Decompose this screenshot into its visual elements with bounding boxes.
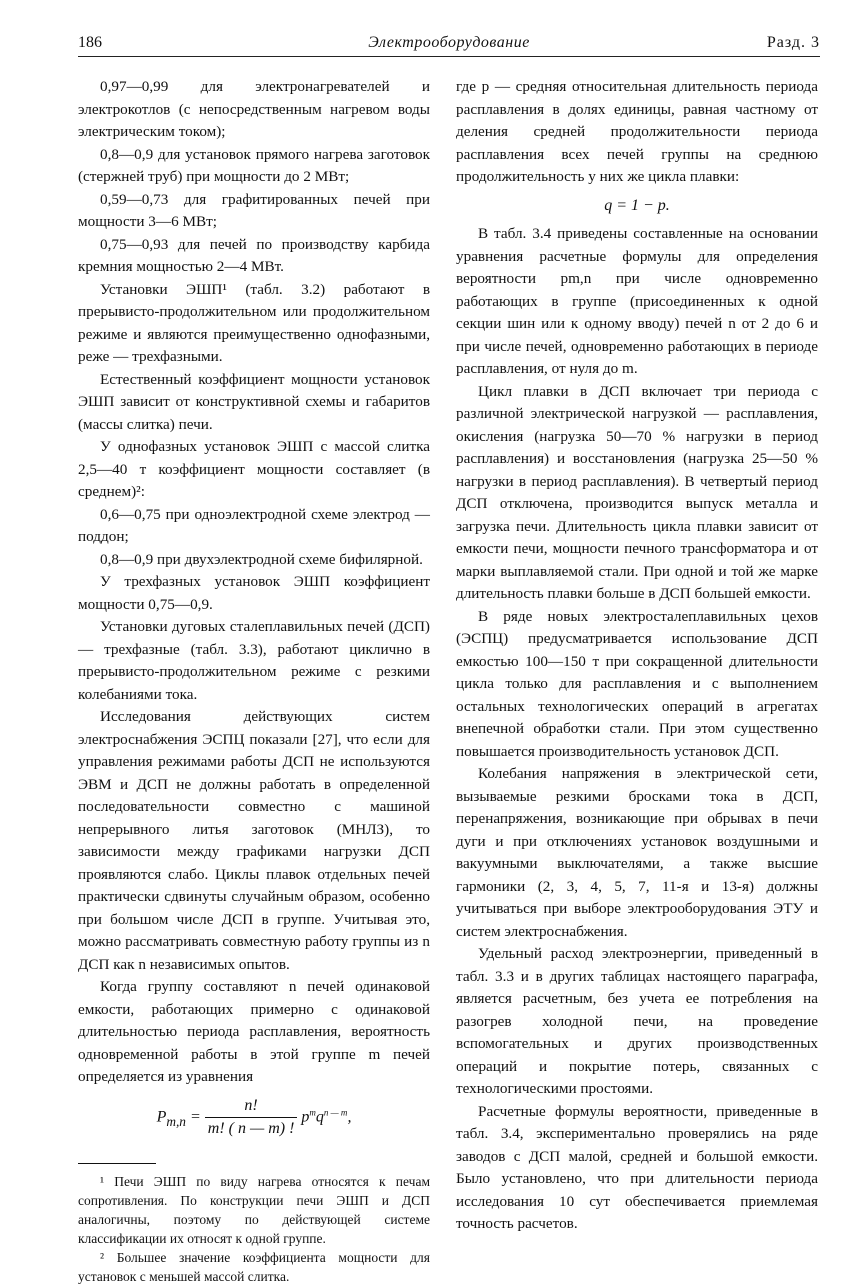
formula-exp-nm: n — m [323,1106,348,1117]
formula-p: p [301,1108,310,1126]
formula-lhs: P [156,1108,167,1126]
paragraph: Установки дуговых сталеплавильных печей (ДСП) — трехфазные (табл. 3.3), работают циклично в прерывисто-продолжительном режиме с резкими колебаниями тока. [78,618,430,703]
paragraph: Колебания напряжения в электрической сети, вызываемые резкими бросками тока в ДСП, перенапряжения, возникающие при обрывах в печи дуги и при отключениях установок воздушными и вакуумными выключателями, а также высшие гармоники (2, 3, 4, 5, 7, 11-я и 13-я) должны учитываться при выборе электрооборудования ЭТУ и систем электроснабжения. [456,765,818,940]
probability-formula: $P_{m,n}$ = $\frac{n!}{m! ( n — m) !}$ $p^mq^{n — m}$, [78,1095,430,1141]
q-formula: q = 1 − p. [604,196,670,214]
formula-fraction [205,1095,298,1141]
paragraph: В ряде новых электросталеплавильных цехов (ЭСПЦ) предусматривается использование ДСП емкостью 100—150 т при сокращенной длительности цикла только для расплавления и с выполнением остальных технологических операций в агрегатах внепечной обработки стали. При этом существенно повышается производительность установок ДСП. [456,607,818,760]
paragraph: В табл. 3.4 приведены составленные на основании уравнения расчетные формулы для определения вероятности pm,n при числе одновременно работающих в группе (присоединенных к одной секции шин или к одному вводу) печей n от 2 до 6 и при числе печей, одновременно работающих в периоде расплавления, от нуля до m. [456,225,818,377]
paragraph: У трехфазных установок ЭШП коэффициент мощности 0,75—0,9. [78,573,430,613]
paragraph: 0,75—0,93 для печей по производству карбида кремния мощностью 2—4 МВт. [78,235,430,275]
formula-denominator: m! ( n — m) ! [207,1120,295,1137]
section-label: Разд. 3 [766,34,820,51]
left-column [78,76,430,1286]
formula-lhs-sub: m,n [166,1113,186,1129]
paragraph: Удельный расход электроэнергии, приведенный в табл. 3.3 и в других таблицах настоящего параграфа, является расчетным, без учета ее потребления на разогрев холодной печи, на проведение вспомогательных и других производственных операций и покрытие потерь, связанных с технологическими простоями. [456,945,818,1097]
formula-exp-m: m [309,1106,316,1117]
footnote-1: ¹ Печи ЭШП по виду нагрева относятся к печам сопротивления. По конструкции печи ЭШП и ДСП аналогичны, поэтому по действующей системе классификации их относят к одной группе. [78,1173,430,1246]
footnote-2: ² Большее значение коэффициента мощности для установок с меньшей массой слитка. [78,1249,430,1284]
paragraph: 0,8—0,9 при двухэлектродной схеме бифилярной. [100,550,423,568]
formula-numerator: n! [205,1095,298,1119]
paragraph: Исследования действующих систем электроснабжения ЭСПЦ показали [27], что если для управления режимами работы ДСП не используются ЭВМ и ДСП не должны работать в определенной последовательности совместно с машиной непрерывного литья заготовок (МНЛЗ), то зависимости между графиками нагрузки ДСП проявляются слабо. Циклы плавок отдельных печей практически сдвинуты случайным образом, особенно при большом числе ДСП в группе. Учитывая это, можно рассматривать совместную работу группы из n ДСП как n независимых опытов. [78,708,430,973]
paragraph: Когда группу составляют n печей одинаковой емкости, работающих примерно с одинаковой длительностью периода расплавления, вероятность одновременной работы в этой группе m печей определяется из уравнения [78,978,430,1085]
right-column [456,76,818,1236]
paragraph: 0,59—0,73 для графитированных печей при мощности 3—6 МВт; [78,190,430,230]
formula-q: q [315,1108,324,1126]
paragraph: Естественный коэффициент мощности установок ЭШП зависит от конструктивной схемы и габаритов (массы слитка) печи. [78,370,430,433]
paragraph: 0,6—0,75 при одноэлектродной схеме электрод — поддон; [78,505,430,545]
page-header [78,34,820,57]
paragraph: Цикл плавки в ДСП включает три периода с различной электрической нагрузкой — расплавления, окисления (нагрузка 50—70 % нагрузки в период расплавления) и восстановления (нагрузка 25—50 % нагрузки в период расплавления). В четвертый период ДСП отключена, производится выпуск металла и загрузка печи. Длительность цикла плавки зависит от емкости печи, мощности печного трансформатора и от марки выплавляемой стали. При одной и той же марке длительность плавки больше в ДСП большей емкости. [456,382,818,602]
paragraph: У однофазных установок ЭШП с массой слитка 2,5—40 т коэффициент мощности составляет (в среднем)²: [78,438,430,500]
paragraph: 0,8—0,9 для установок прямого нагрева заготовок (стержней труб) при мощности до 2 МВт; [78,145,430,185]
page-number: 186 [78,34,102,51]
paragraph: Расчетные формулы вероятности, приведенные в табл. 3.4, экспериментально проверялись на ряде заводов с ДСП малой, средней и большой емкости. Было установлено, что при длительности периода исследования 10 сут обеспечивается приемлемая точность расчетов. [456,1102,818,1232]
paragraph: Установки ЭШП¹ (табл. 3.2) работают в прерывисто-продолжительном или продолжительном режиме и являются преимущественно однофазными, реже — трехфазными. [78,280,430,365]
paragraph: 0,97—0,99 для электронагревателей и электрокотлов (с непосредственным нагревом воды электрическим током); [78,78,430,140]
paragraph: где p — средняя относительная длительность периода расплавления в долях единицы, равная частному от деления средней продолжительности периода расплавления всех печей группы на среднюю продолжительность у них же цикла плавки: [456,78,818,185]
footnote-divider [78,1163,156,1164]
running-title: Электрооборудование [368,34,530,51]
